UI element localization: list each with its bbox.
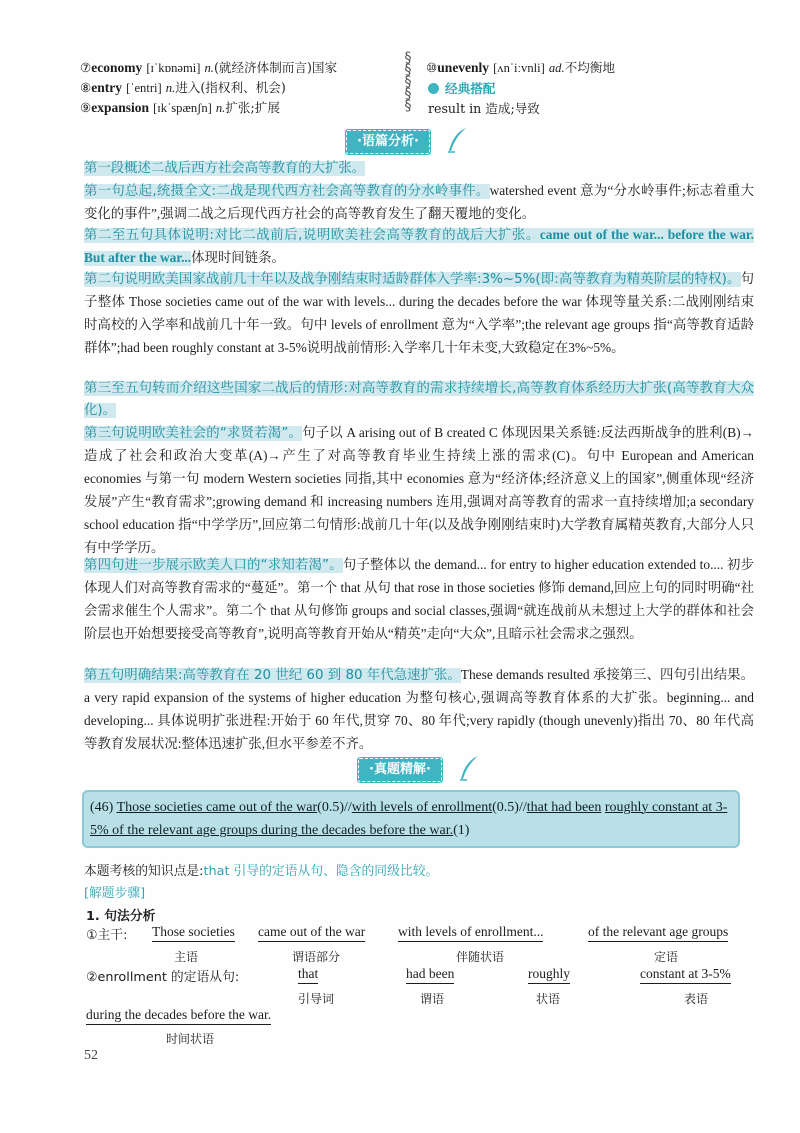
vocab-item-entry: ⑧entry [ˈentri] n.进入(指权利、机会)	[80, 80, 286, 95]
segment-subject: Those societies	[152, 923, 235, 942]
section-title-analysis: ·语篇分析·	[346, 130, 430, 154]
segment-accompanying: with levels of enrollment...	[398, 923, 543, 942]
analysis-sentence-5: 第五句明确结果:高等教育在 20 世纪 60 到 80 年代急速扩张。These demands resulted 承接第三、四句引出结果。a very rapid expansion of the systems of higher education 为整句核心,强调高等教育体系的大扩张。beginning... and developing... 具体说明扩张进程:开始于 60 年代,贯穿 70、80 年代;very rapidly (though unevenly)指出 70、80 年代高等教育发展状况:整体迅速扩张,但水平参差不齐。	[84, 667, 754, 751]
analysis-summary: 第一段概述二战后西方社会高等教育的大扩张。	[84, 161, 366, 176]
quill-pen-icon	[446, 127, 468, 153]
analysis-sentences-2-5: 第二至五句具体说明:对比二战前后,说明欧美社会高等教育的战后大扩张。came out of the war... before the war. But after the war...体现时间链条。	[84, 227, 754, 265]
quill-pen-icon	[458, 755, 480, 781]
analysis-sentence-1: 第一句总起,统摄全文:二战是现代西方社会高等教育的分水岭事件。watershed event 意为“分水岭事件;标志着重大变化的事件”,强调二战之后现代西方社会的高等教育发生了翻天覆地的变化。	[84, 183, 754, 221]
role-predicative: 表语	[684, 992, 709, 1006]
vocab-item-economy: ⑦economy [ɪˈkɒnəmi] n.(就经济体制而言)国家	[80, 60, 338, 75]
role-adverbial: 状语	[536, 992, 561, 1006]
attributive-clause-label: ②enrollment 的定语从句:	[86, 970, 240, 985]
question-text: (46) Those societies came out of the war(0.5)//with levels of enrollment(0.5)//that had been roughly constant at 3-5% of the relevant age groups during the decades before the war.(1)	[90, 800, 728, 838]
analysis-sentence-2: 第二句说明欧美国家战前几十年以及战争刚结束时适龄群体入学率:3%~5%(即:高等教育为精英阶层的特权)。句子整体 Those societies came out of the war with levels... during the decades before the war 体现等量关系:二战刚刚结束时高校的入学率和战前几十年一致。句中 levels of enrollment 意为“入学率”;the relevant age groups 指“高等教育适龄群体”;had been roughly constant at 3-5%说明战前情形:入学率几十年未变,大致稳定在3%~5%。	[84, 271, 754, 355]
role-subject: 主语	[174, 950, 199, 964]
segment-predicate: came out of the war	[258, 923, 365, 942]
knowledge-points: 本题考核的知识点是:that 引导的定语从句、隐含的同级比较。	[84, 864, 439, 879]
section-title-solution: ·真题精解·	[358, 758, 442, 782]
segment-predicative: constant at 3-5%	[640, 965, 731, 984]
analysis-sentence-3: 第三句说明欧美社会的“求贤若渴”。句子以 A arising out of B created C 体现因果关系链:反法西斯战争的胜利(B)→造成了社会和政治大变革(A)→产生了对高等教育毕业生持续上涨的需求(C)。句中 European and American economies 与第一句 modern Western societies 同指,其中 economies 意为“经济体;经济意义上的国家”,侧重体现“经济发展”产生“教育需求”;growing demand 和 increasing numbers 连用,强调对高等教育的需求一直持续增加;a secondary school education 指“中学学历”,回应第二句情形:战前几十年(以及战争刚刚结束时)大学教育属精英教育,大部分人只有中学学历。	[84, 425, 754, 555]
spiral-binding-icon: § § § § §	[403, 50, 413, 114]
steps-label: [解题步骤]	[84, 886, 146, 901]
analysis-sentences-3-5: 第三至五句转而介绍这些国家二战后的情形:对高等教育的需求持续增长,高等教育体系经历大扩张(高等教育大众化)。	[84, 381, 754, 418]
vocab-item-unevenly: ⑩unevenly [ʌnˈiːvnli] ad.不均衡地	[426, 60, 615, 75]
role-time-adverbial: 时间状语	[166, 1032, 215, 1046]
segment-attributive: of the relevant age groups	[588, 923, 728, 942]
collocation-text: result in 造成;导致	[428, 101, 540, 116]
vocab-item-expansion: ⑨expansion [ɪkˈspænʃn] n.扩张;扩展	[80, 100, 280, 115]
segment-time-adverbial: during the decades before the war.	[86, 1006, 271, 1025]
collocation-heading: 经典搭配	[428, 79, 495, 99]
role-attributive: 定语	[654, 950, 679, 964]
page-number: 52	[84, 1048, 98, 1063]
role-predicate: 谓语部分	[292, 950, 341, 964]
segment-relative-pronoun: that	[298, 965, 318, 984]
segment-clause-predicate: had been	[406, 965, 454, 984]
main-clause-label: ①主干:	[86, 928, 128, 943]
role-clause-predicate: 谓语	[420, 992, 445, 1006]
role-accompanying: 伴随状语	[456, 950, 505, 964]
teal-dot-icon	[428, 83, 439, 94]
segment-adverbial: roughly	[528, 965, 570, 984]
step-1-heading: 1. 句法分析	[86, 909, 156, 924]
role-relative-pronoun: 引导词	[298, 992, 335, 1006]
analysis-sentence-4: 第四句进一步展示欧美人口的“求知若渴”。句子整体以 the demand... for entry to higher education extended to.... 初步体现人们对高等教育需求的“蔓延”。第一个 that 从句 that rose in those societies 修饰 demand,回应上句的同时明确“社会需求催生个人需求”。第二个 that 从句修饰 groups and social classes,强调“就连战前从未想过上大学的群体和社会阶层也开始想要接受高等教育”,说明高等教育开始从“精英”走向“大众”,且暗示社会需求之强烈。	[84, 557, 754, 641]
